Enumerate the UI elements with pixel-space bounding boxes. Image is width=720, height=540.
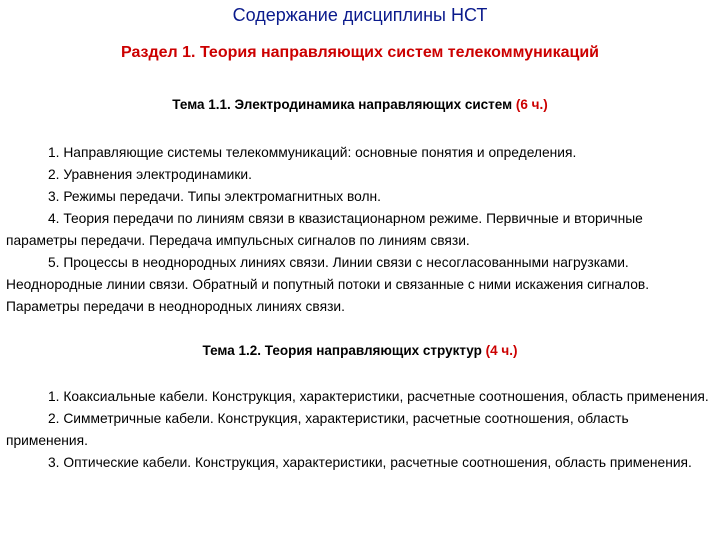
- list-item: 1. Направляющие системы телекоммуникаций: основные понятия и определения.: [48, 145, 577, 160]
- topic-title: Тема 1.2. Теория направляющих структур: [202, 343, 482, 358]
- list-item: 1. Коаксиальные кабели. Конструкция, характеристики, расчетные соотношения, область применения.: [48, 389, 709, 404]
- list-item: 5. Процессы в неоднородных линиях связи. Линии связи с несогласованными нагрузками. Неоднородные линии связи. Обратный и попутный потоки и связанные с ними искажения сигналов. Параметры передачи в неоднородных линиях связи.: [6, 255, 650, 314]
- topic-2-items: [6, 386, 714, 474]
- topic-heading-2: [0, 343, 720, 358]
- topic-title: Тема 1.1. Электродинамика направляющих систем: [172, 97, 513, 112]
- topic-heading-1: [0, 97, 720, 112]
- topic-1-items: [6, 142, 714, 318]
- section-heading: Раздел 1. Теория направляющих систем телекоммуникаций: [120, 44, 600, 61]
- topic-hours: (4 ч.): [485, 343, 518, 358]
- topic-hours: (6 ч.): [515, 97, 548, 112]
- list-item: 2. Уравнения электродинамики.: [48, 167, 252, 182]
- list-item: 2. Симметричные кабели. Конструкция, характеристики, расчетные соотношения, область применения.: [6, 411, 629, 448]
- list-item: 3. Режимы передачи. Типы электромагнитных волн.: [48, 189, 382, 204]
- list-item: 3. Оптические кабели. Конструкция, характеристики, расчетные соотношения, область применения.: [48, 455, 692, 470]
- list-item: 4. Теория передачи по линиям связи в квазистационарном режиме. Первичные и вторичные параметры передачи. Передача импульсных сигналов по линиям связи.: [6, 211, 643, 248]
- page-title: Содержание дисциплины НСТ: [232, 5, 488, 25]
